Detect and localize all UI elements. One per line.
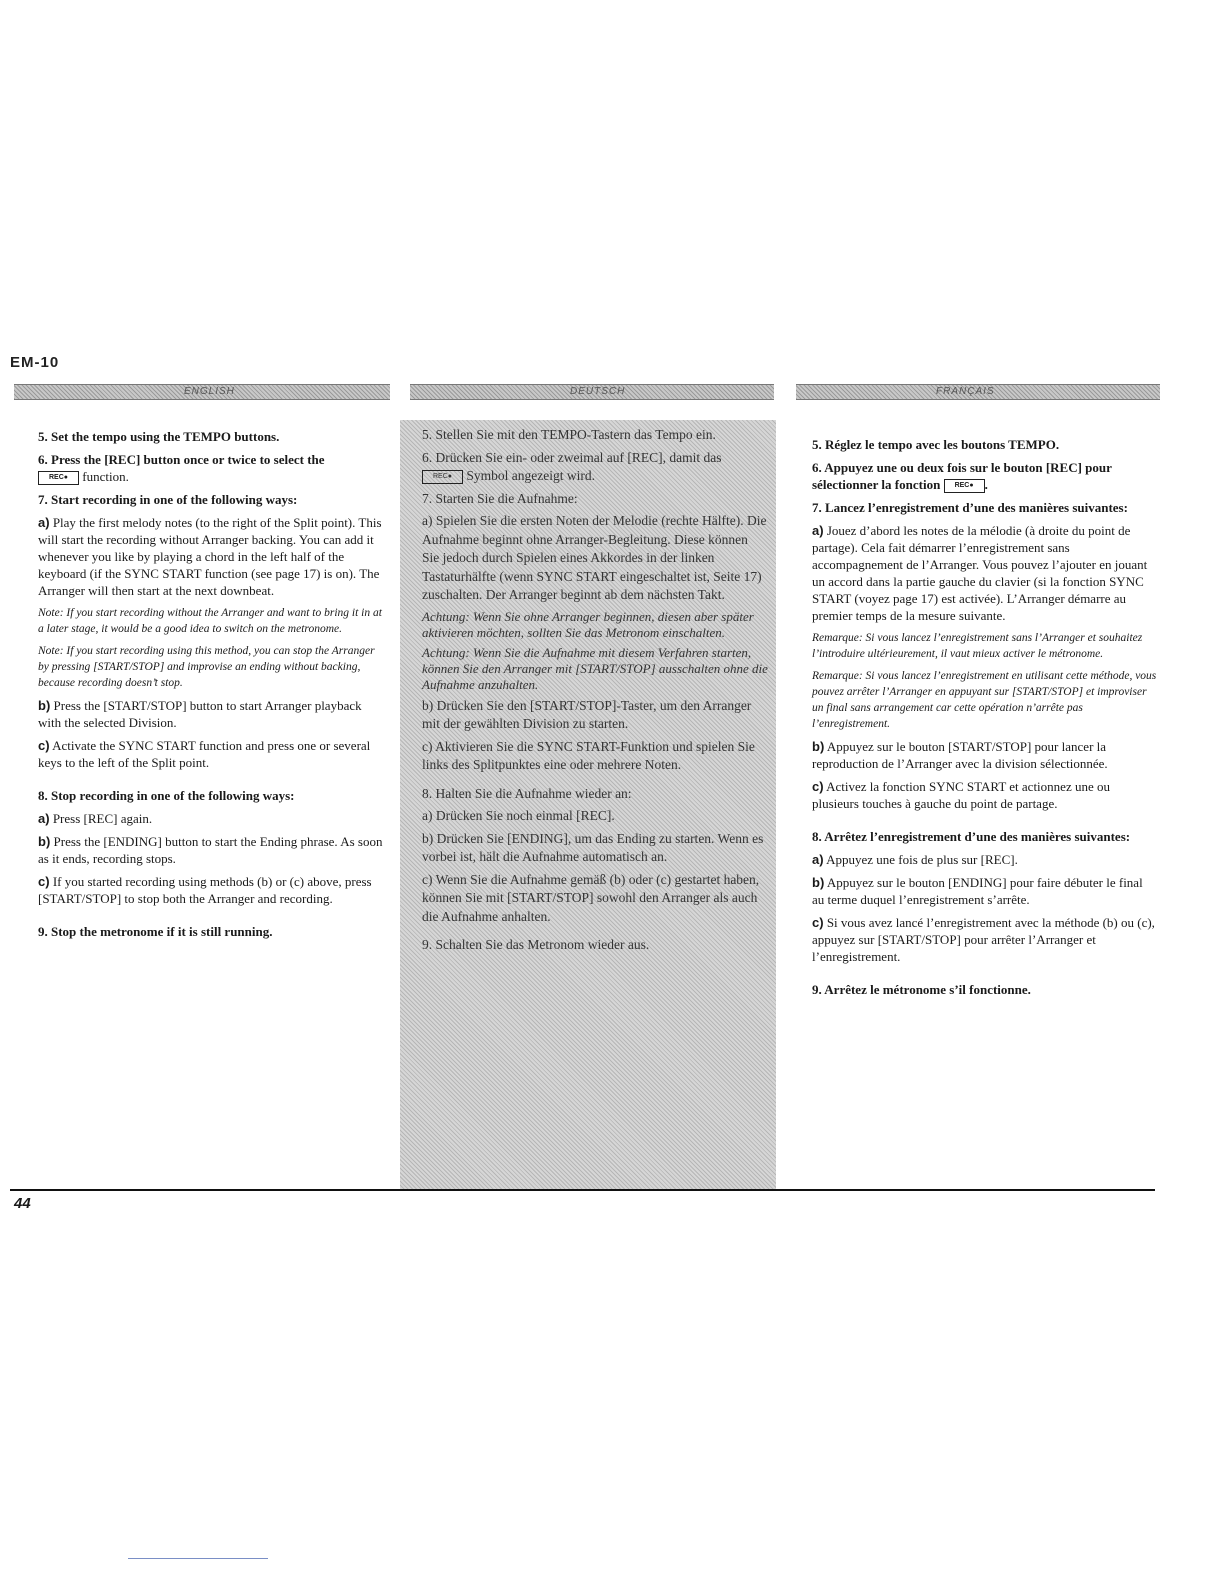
en-step-7c: c) Activate the SYNC START function and press one or several keys to the left of the Split point. xyxy=(38,738,371,771)
en-step-8: 8. Stop recording in one of the following ways: xyxy=(38,788,295,804)
fr-step-7a: a) Jouez d’abord les notes de la mélodie (à droite du point de partage). Cela fait démarrer l’enregistrement sans accompagnement de l’Arranger. Vous pouvez l’ajouter en jouant un accord dans la partie gauche du clavier (si la fonction SYNC START (voyez page 17) est activée). L’Arranger démarre au premier temps de la mesure suivante. xyxy=(812,523,1148,624)
en-step-8b: b) Press the [ENDING] button to start the Ending phrase. As soon as it ends, recording stops. xyxy=(38,834,383,867)
de-step-5: 5. Stellen Sie mit den TEMPO-Tastern das Tempo ein. xyxy=(422,427,716,442)
en-step-5: 5. Set the tempo using the TEMPO buttons. xyxy=(38,429,280,444)
fr-step-8: 8. Arrêtez l’enregistrement d’une des manières suivantes: xyxy=(812,829,1131,845)
english-section-bar xyxy=(14,384,390,400)
fr-step-7: 7. Lancez l’enregistrement d’une des manières suivantes: xyxy=(812,500,1128,516)
en-note-1: Note: If you start recording without the Arranger and want to bring it in at a later stage, it would be a good idea to switch on the metronome. xyxy=(38,607,382,636)
deutsch-panel xyxy=(400,420,776,1190)
francais-section-bar xyxy=(796,384,1160,400)
de-step-6: 6. Drücken Sie ein- oder zweimal auf [REC], damit das REC● Symbol angezeigt wird. xyxy=(422,449,722,483)
en-step-7: 7. Start recording in one of the following ways: xyxy=(38,492,298,508)
english-column xyxy=(38,424,386,946)
francais-column xyxy=(812,432,1157,1004)
rec-icon: REC● xyxy=(422,470,463,484)
fr-step-7c: c) Activez la fonction SYNC START et actionnez une ou plusieurs touches à gauche du point de partage. xyxy=(812,779,1110,812)
en-step-7b: b) Press the [START/STOP] button to start Arranger playback with the selected Division. xyxy=(38,698,362,731)
de-step-8a: a) Drücken Sie noch einmal [REC]. xyxy=(422,808,615,823)
fr-step-7b: b) Appuyez sur le bouton [START/STOP] pour lancer la reproduction de l’Arranger avec la division sélectionnée. xyxy=(812,739,1108,772)
fr-step-9: 9. Arrêtez le métronome s’il fonctionne. xyxy=(812,982,1031,998)
rec-icon: REC● xyxy=(38,471,79,485)
deutsch-column xyxy=(422,426,768,959)
de-step-7a: a) Spielen Sie die ersten Noten der Melodie (rechte Hälfte). Die Aufnahme beginnt ohne Arranger-Begleitung. Diese können Sie jedoch durch Spielen eines Akkordes in der linken Tastaturhälfte (wenn SYNC START eingeschaltet ist, Seite 17) zuschalten. Der Arranger beginnt ab dem nächsten Takt. xyxy=(422,513,767,602)
de-step-7b: b) Drücken Sie den [START/STOP]-Taster, um den Arranger mit der gewählten Division zu starten. xyxy=(422,697,752,731)
en-step-6: 6. Press the [REC] button once or twice to select the REC● function. xyxy=(38,452,325,484)
rec-icon: REC● xyxy=(944,479,985,493)
de-step-8: 8. Halten Sie die Aufnahme wieder an: xyxy=(422,785,632,801)
en-note-2: Note: If you start recording using this method, you can stop the Arranger by pressing [START/STOP] and improvise an ending without backing, because recording doesn’t stop. xyxy=(38,645,375,690)
de-step-8c: c) Wenn Sie die Aufnahme gemäß (b) oder (c) gestartet haben, können Sie mit [START/STOP] sowohl den Arranger als auch die Aufnahme anhalten. xyxy=(422,871,760,924)
bottom-divider xyxy=(128,1558,268,1559)
de-note-2: Achtung: Wenn Sie die Aufnahme mit diesem Verfahren starten, können Sie den Arranger mit [START/STOP] ausschalten ohne die Aufnahme anzuhalten. xyxy=(422,644,768,692)
en-step-8c: c) If you started recording using methods (b) or (c) above, press [START/STOP] to stop both the Arranger and recording. xyxy=(38,874,372,907)
de-note-1: Achtung: Wenn Sie ohne Arranger beginnen, diesen aber später aktivieren möchten, sollten Sie das Metronom einschalten. xyxy=(422,608,754,640)
de-step-7c: c) Aktivieren Sie die SYNC START-Funktion und spielen Sie links des Splitpunktes eine oder mehrere Noten. xyxy=(422,738,755,772)
fr-step-8c: c) Si vous avez lancé l’enregistrement avec la méthode (b) ou (c), appuyez sur [START/STOP] pour arrêter l’Arranger et l’enregistrement. xyxy=(812,915,1155,965)
english-section-label: ENGLISH xyxy=(184,386,235,397)
page-bottom-rule xyxy=(10,1189,1155,1191)
de-step-7: 7. Starten Sie die Aufnahme: xyxy=(422,490,578,506)
en-step-9: 9. Stop the metronome if it is still running. xyxy=(38,924,273,940)
de-step-9: 9. Schalten Sie das Metronom wieder aus. xyxy=(422,937,650,952)
fr-note-2: Remarque: Si vous lancez l’enregistrement en utilisant cette méthode, vous pouvez arrêter l’Arranger en appuyant sur [START/STOP] et improviser un final sans arrangement car cette opération n’arrête pas l’enregistrement. xyxy=(812,670,1157,731)
fr-step-5: 5. Réglez le tempo avec les boutons TEMPO. xyxy=(812,437,1060,452)
en-step-7a: a) Play the first melody notes (to the right of the Split point). This will start the recording without Arranger backing. You can add it whenever you like by playing a chord in the left half of the keyboard (if the SYNC START function (see page 17) is on). The Arranger will then start at the next downbeat. xyxy=(38,515,382,599)
francais-section-label: FRANÇAIS xyxy=(936,386,995,397)
fr-note-1: Remarque: Si vous lancez l’enregistrement sans l’Arranger et souhaitez l’introduire ultérieurement, il vaut mieux activer le métronome. xyxy=(812,632,1143,661)
fr-step-8a: a) Appuyez une fois de plus sur [REC]. xyxy=(812,852,1018,868)
page-number: 44 xyxy=(14,1195,31,1212)
de-step-8b: b) Drücken Sie [ENDING], um das Ending zu starten. Wenn es vorbei ist, hält die Aufnahme automatisch an. xyxy=(422,830,764,864)
deutsch-section-bar xyxy=(410,384,774,400)
en-step-8a: a) Press [REC] again. xyxy=(38,811,153,827)
deutsch-section-label: DEUTSCH xyxy=(570,386,626,397)
fr-step-8b: b) Appuyez sur le bouton [ENDING] pour faire débuter le final au terme duquel l’enregistrement s’arrête. xyxy=(812,875,1143,908)
model-name: EM-10 xyxy=(10,354,60,371)
fr-step-6: 6. Appuyez une ou deux fois sur le bouton [REC] pour sélectionner la fonction REC● . xyxy=(812,460,1112,492)
